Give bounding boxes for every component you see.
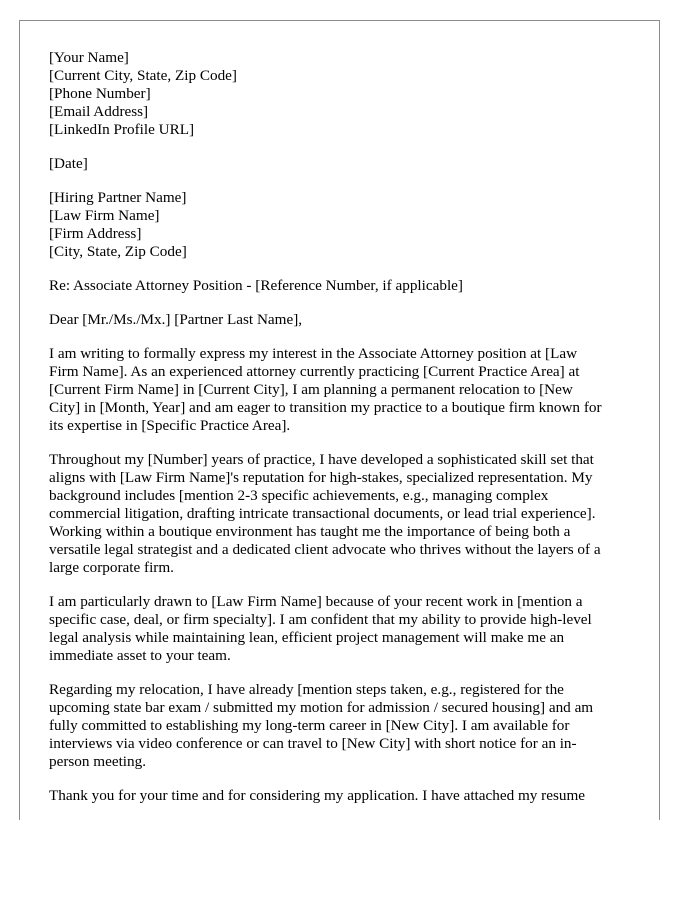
subject-line: Re: Associate Attorney Position - [Reference Number, if applicable] xyxy=(49,277,463,294)
paragraph-line: I am writing to formally express my interest in the Associate Attorney position at [Law xyxy=(49,345,578,362)
paragraph-line: Working within a boutique environment has taught me the importance of being both a xyxy=(49,523,571,540)
paragraph-line: Regarding my relocation, I have already [mention steps taken, e.g., registered for the xyxy=(49,681,564,698)
sender-phone: [Phone Number] xyxy=(49,85,151,102)
sender-email: [Email Address] xyxy=(49,103,149,120)
paragraph-line: interviews via video conference or can travel to [New City] with short notice for an in- xyxy=(49,735,577,752)
body-paragraph-3 xyxy=(49,593,639,665)
paragraph-line: [Current Firm Name] in [Current City], I am planning a permanent relocation to [New xyxy=(49,381,573,398)
paragraph-line: immediate asset to your team. xyxy=(49,647,231,664)
letter-date: [Date] xyxy=(49,155,88,172)
body-paragraph-2 xyxy=(49,451,639,577)
recipient-name: [Hiring Partner Name] xyxy=(49,189,187,206)
recipient-firm: [Law Firm Name] xyxy=(49,207,160,224)
paragraph-line: fully committed to establishing my long-term career in [New City]. I am available for xyxy=(49,717,570,734)
sender-block xyxy=(49,49,639,139)
paragraph-line: versatile legal strategist and a dedicated client advocate who thrives without the layers of a xyxy=(49,541,601,558)
salutation-block xyxy=(49,311,639,329)
salutation: Dear [Mr./Ms./Mx.] [Partner Last Name], xyxy=(49,311,303,328)
body-paragraph-5 xyxy=(49,787,639,805)
paragraph-line: Firm Name]. As an experienced attorney currently practicing [Current Practice Area] at xyxy=(49,363,580,380)
paragraph-line: Throughout my [Number] years of practice, I have developed a sophisticated skill set that xyxy=(49,451,594,468)
sender-city-state-zip: [Current City, State, Zip Code] xyxy=(49,67,237,84)
recipient-block xyxy=(49,189,639,261)
body-paragraph-1 xyxy=(49,345,639,435)
paragraph-line: large corporate firm. xyxy=(49,559,174,576)
sender-name: [Your Name] xyxy=(49,49,129,66)
recipient-city-state-zip: [City, State, Zip Code] xyxy=(49,243,187,260)
paragraph-line: person meeting. xyxy=(49,753,147,770)
letter-page xyxy=(19,20,660,820)
paragraph-line: legal analysis while maintaining lean, efficient project management will make me an xyxy=(49,629,565,646)
paragraph-line: background includes [mention 2-3 specific achievements, e.g., managing complex xyxy=(49,487,549,504)
paragraph-line: Thank you for your time and for considering my application. I have attached my resume xyxy=(49,787,586,804)
paragraph-line: I am particularly drawn to [Law Firm Name] because of your recent work in [mention a xyxy=(49,593,583,610)
date-block xyxy=(49,155,639,173)
letter-content xyxy=(49,49,639,820)
paragraph-line: City] in [Month, Year] and am eager to transition my practice to a boutique firm known for xyxy=(49,399,602,416)
recipient-address: [Firm Address] xyxy=(49,225,142,242)
paragraph-line: commercial litigation, drafting intricate transactional documents, or lead trial experience]. xyxy=(49,505,596,522)
sender-linkedin: [LinkedIn Profile URL] xyxy=(49,121,195,138)
subject-block xyxy=(49,277,639,295)
paragraph-line: specific case, deal, or firm specialty]. I am confident that my ability to provide high-level xyxy=(49,611,592,628)
paragraph-line: aligns with [Law Firm Name]'s reputation for high-stakes, specialized representation. My xyxy=(49,469,593,486)
paragraph-line: upcoming state bar exam / submitted my motion for admission / secured housing] and am xyxy=(49,699,594,716)
body-paragraph-4 xyxy=(49,681,639,771)
paragraph-line: its expertise in [Specific Practice Area]. xyxy=(49,417,291,434)
